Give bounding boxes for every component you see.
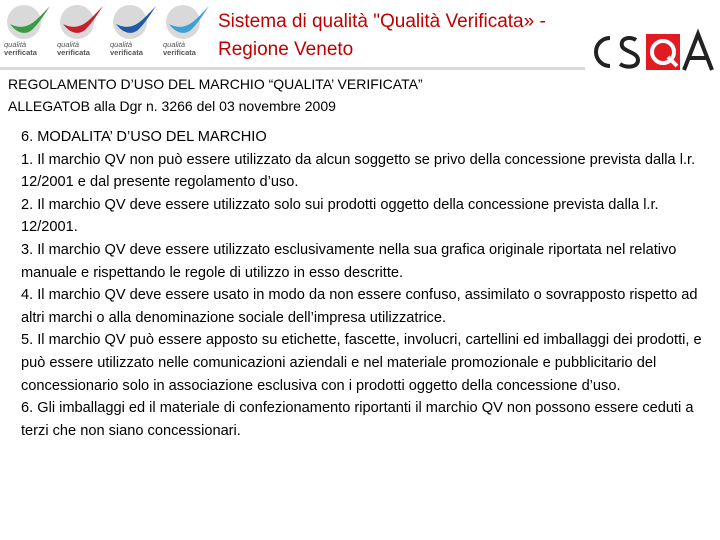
logo-line2: verificata — [57, 48, 90, 57]
title-line1: Sistema di qualità "Qualità Verificata» - — [218, 11, 546, 32]
section-item: 4. Il marchio QV deve essere usato in modo da non essere confuso, assimilato o sovrapposto rispetto ad altri marchi o alla denominazione sociale dell’impresa utilizzatrice. — [21, 287, 698, 326]
logo-line2: verificata — [4, 48, 37, 57]
logo-line1: qualità — [57, 40, 80, 49]
swoosh-check-icon — [55, 2, 107, 42]
logo-line2: verificata — [110, 48, 143, 57]
qualita-verificata-logo-blue — [108, 2, 160, 60]
logo-line1: qualità — [4, 40, 27, 49]
title-line2: Regione Veneto — [218, 39, 354, 60]
page-title — [218, 8, 588, 64]
section-item: 1. Il marchio QV non può essere utilizzato da alcun soggetto se privo della concessione prevista dalla l.r. 12/2001 e dal presente regolamento d’uso. — [21, 151, 696, 191]
header-line2: ALLEGATOB alla Dgr n. 3266 del 03 novembre 2009 — [8, 98, 336, 114]
section-heading: 6. MODALITA’ D’USO DEL MARCHIO — [21, 129, 267, 145]
section-body — [21, 126, 716, 442]
header-line1: REGOLAMENTO D’USO DEL MARCHIO “QUALITA’ VERIFICATA” — [8, 76, 423, 92]
document-header — [8, 73, 713, 117]
swoosh-check-icon — [161, 2, 213, 42]
qualita-verificata-logo-red — [55, 2, 107, 60]
logo-line1: qualità — [110, 40, 133, 49]
swoosh-check-icon — [2, 2, 54, 42]
swoosh-check-icon — [108, 2, 160, 42]
section-item: 5. Il marchio QV può essere apposto su etichette, fascette, involucri, cartellini ed imballaggi dei prodotti, e può essere utilizzato nelle comunicazioni aziendali e nel materiale promozionale e pubblicitario del concessionario solo in associazione esclusiva con i prodotti oggetto della concessione d’uso. — [21, 332, 702, 394]
header-divider — [0, 67, 585, 70]
section-item: 3. Il marchio QV deve essere utilizzato esclusivamente nella sua grafica originale riportata nel relativo manuale e rispettando le regole di utilizzo in esso descritte. — [21, 241, 677, 281]
qualita-verificata-logo-lightblue — [161, 2, 213, 60]
section-item: 6. Gli imballaggi ed il materiale di confezionamento riportanti il marchio QV non possono essere ceduti a terzi che non siano concessionari. — [21, 400, 694, 439]
logo-line2: verificata — [163, 48, 196, 57]
csqa-logo — [584, 28, 720, 76]
logo-strip — [0, 0, 215, 62]
section-item: 2. Il marchio QV deve essere utilizzato solo sui prodotti oggetto della concessione prevista dalla l.r. 12/2001. — [21, 196, 659, 236]
logo-line1: qualità — [163, 40, 186, 49]
qualita-verificata-logo-green — [2, 2, 54, 60]
